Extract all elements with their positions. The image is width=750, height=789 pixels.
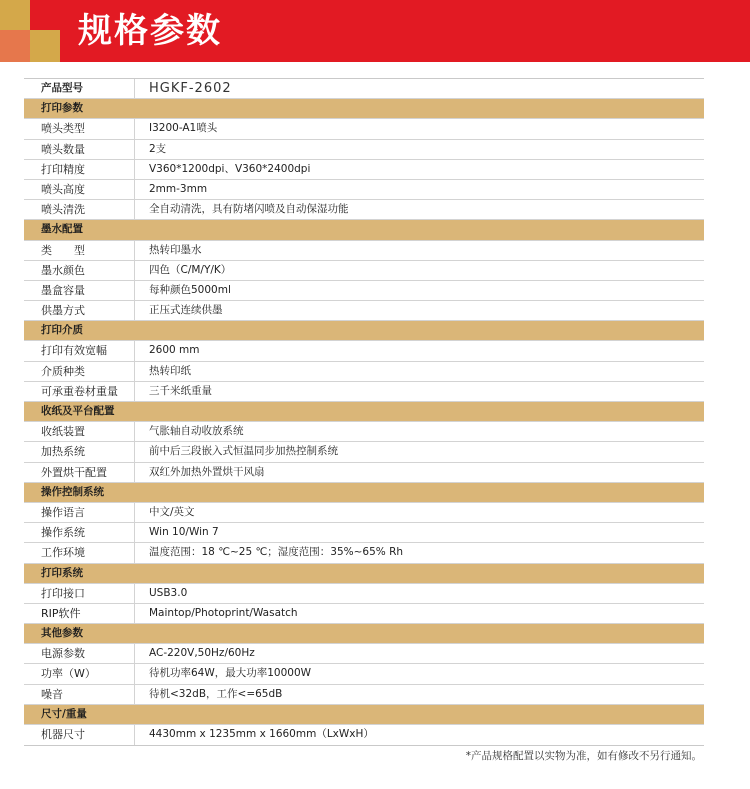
section-band [134,402,704,421]
spec-value: 2600 mm [134,341,704,360]
section-band [134,564,704,583]
spec-label: 操作系统 [41,526,85,540]
gold-square-decoration [30,30,60,62]
spec-label: 喷头清洗 [41,203,85,217]
spec-label: 外置烘干配置 [41,465,107,479]
section-title: 尺寸/重量 [41,707,87,720]
spec-label: 机器尺寸 [41,728,85,741]
spec-label: 喷头类型 [41,122,85,136]
spec-row [24,503,704,523]
section-header [24,705,704,725]
spec-value: 前中后三段嵌入式恒温同步加热控制系统 [134,442,704,461]
page-title: 规格参数 [78,11,222,51]
section-header [24,402,704,422]
spec-row [24,160,704,180]
spec-label: 打印精度 [41,162,85,176]
gold-square-decoration [0,30,30,62]
spec-value: 三千米纸重量 [134,382,704,401]
spec-label: 供墨方式 [41,304,85,318]
spec-row [24,119,704,139]
section-title: 其他参数 [41,627,83,640]
spec-value: 2支 [134,140,704,159]
spec-label: 噪音 [41,687,63,701]
section-header [24,321,704,341]
spec-label: 喷头高度 [41,182,85,196]
model-label: 产品型号 [41,82,83,94]
spec-value: 四色（C/M/Y/K） [134,261,704,280]
spec-row [24,584,704,604]
spec-value: AC-220V,50Hz/60Hz [134,644,704,663]
section-title: 打印系统 [41,566,83,579]
spec-label: 墨水颜色 [41,263,85,277]
spec-row [24,261,704,281]
spec-row [24,604,704,624]
spec-row [24,140,704,160]
spec-value: 温度范围：18 ℃~25 ℃；湿度范围：35%~65% Rh [134,543,704,562]
spec-value: I3200-A1喷头 [134,119,704,138]
spec-value: 4430mm x 1235mm x 1660mm（LxWxH） [134,725,704,745]
spec-row [24,301,704,321]
spec-row [24,463,704,483]
section-header [24,624,704,644]
spec-value: 中文/英文 [134,503,704,522]
spec-label: 工作环境 [41,546,85,560]
spec-label: 加热系统 [41,445,85,459]
section-title: 打印参数 [41,102,83,115]
spec-value: 2mm-3mm [134,180,704,199]
spec-row [24,241,704,261]
spec-label: 功率（W） [41,667,96,681]
footnote: *产品规格配置以实物为准，如有修改不另行通知。 [465,750,702,762]
spec-row [24,180,704,200]
section-band [134,624,704,643]
spec-label: 操作语言 [41,505,85,519]
spec-value: Win 10/Win 7 [134,523,704,542]
section-band [134,321,704,340]
spec-label: RIP软件 [41,606,81,620]
section-header [24,564,704,584]
spec-value: V360*1200dpi、V360*2400dpi [134,160,704,179]
section-band [134,220,704,239]
spec-table [24,78,704,746]
section-title: 打印介质 [41,324,83,337]
spec-row [24,362,704,382]
spec-label: 可承重卷材重量 [41,384,118,398]
spec-row [24,644,704,664]
spec-value: USB3.0 [134,584,704,603]
spec-value: 热转印纸 [134,362,704,381]
section-title: 收纸及平台配置 [41,405,115,417]
spec-row [24,685,704,705]
spec-value: 待机功率64W，最大功率10000W [134,664,704,683]
spec-label: 类 型 [41,243,85,257]
spec-row [24,543,704,563]
spec-value: Maintop/Photoprint/Wasatch [134,604,704,623]
spec-label: 介质种类 [41,364,85,378]
section-title: 墨水配置 [41,223,83,236]
spec-row [24,664,704,684]
spec-row [24,341,704,361]
spec-label: 墨盒容量 [41,283,85,297]
spec-row [24,442,704,462]
section-band [134,99,704,118]
gold-square-decoration [0,0,30,30]
spec-row [24,422,704,442]
spec-row [24,725,704,745]
header-banner [0,0,750,62]
spec-value: 双红外加热外置烘干风扇 [134,463,704,482]
spec-label: 打印接口 [41,586,85,600]
spec-row [24,200,704,220]
spec-row [24,281,704,301]
section-header [24,483,704,503]
spec-value: 每种颜色5000ml [134,281,704,300]
spec-label: 收纸装置 [41,425,85,439]
spec-label: 电源参数 [41,647,85,661]
section-header [24,220,704,240]
spec-row [24,382,704,402]
model-row [24,79,704,99]
section-title: 操作控制系统 [41,485,104,498]
spec-label: 喷头数量 [41,142,85,156]
spec-value: 热转印墨水 [134,241,704,260]
spec-row [24,523,704,543]
spec-value: 气胀轴自动收放系统 [134,422,704,441]
section-band [134,483,704,502]
spec-label: 打印有效宽幅 [41,344,107,358]
model-value: HGKF-2602 [134,79,704,98]
section-band [134,705,704,724]
section-header [24,99,704,119]
spec-value: 正压式连续供墨 [134,301,704,320]
spec-value: 待机<32dB，工作<=65dB [134,685,704,704]
spec-value: 全自动清洗，具有防堵闪喷及自动保湿功能 [134,200,704,219]
